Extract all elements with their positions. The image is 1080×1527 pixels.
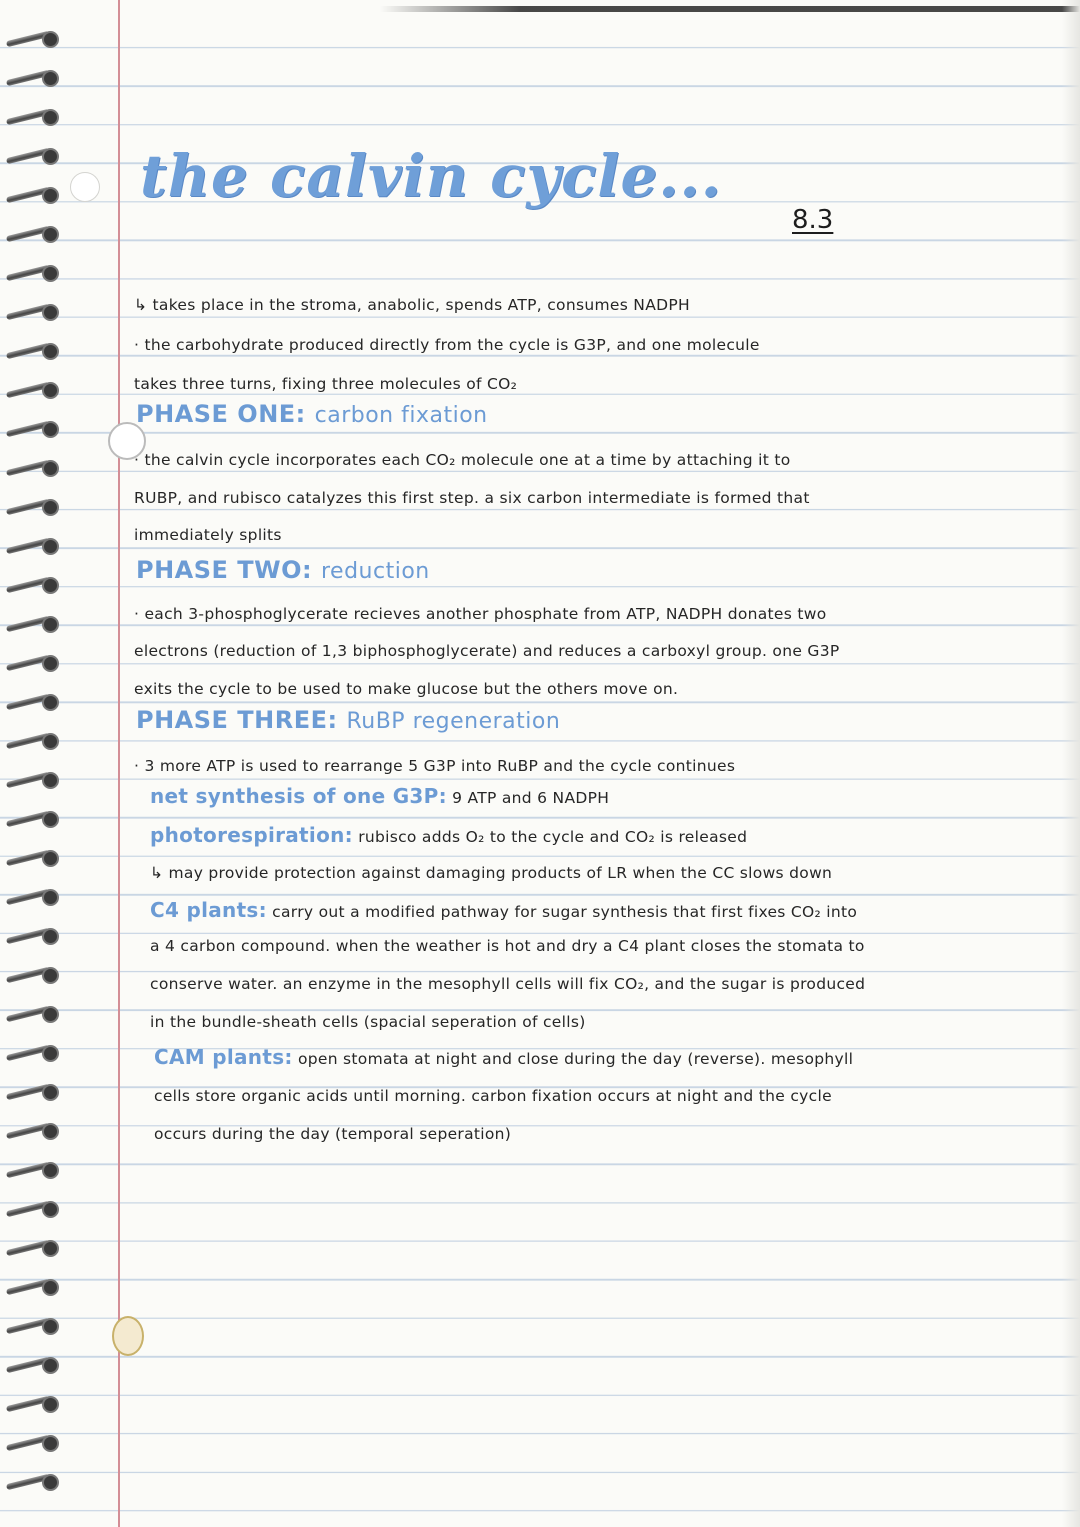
note-line: · the carbohydrate produced directly from the cycle is G3P, and one molecule: [134, 336, 760, 354]
spiral-ring: [4, 925, 64, 947]
note-line: RUBP, and rubisco catalyzes this first step. a six carbon intermediate is formed that: [134, 489, 810, 507]
spiral-ring: [4, 340, 64, 362]
punch-hole-mark: [112, 1316, 144, 1356]
note-line: exits the cycle to be used to make glucose but the others move on.: [134, 680, 679, 698]
page-top-shadow: [380, 6, 1080, 12]
net-synthesis-line: [150, 784, 609, 808]
spiral-ring: [4, 613, 64, 635]
spiral-ring: [4, 301, 64, 323]
spiral-ring: [4, 1393, 64, 1415]
spiral-ring: [4, 1315, 64, 1337]
spiral-ring: [4, 379, 64, 401]
spiral-ring: [4, 1432, 64, 1454]
note-line: immediately splits: [134, 526, 282, 544]
spiral-ring: [4, 808, 64, 830]
spiral-ring: [4, 457, 64, 479]
phase-one-title: PHASE ONE:: [136, 400, 306, 428]
spiral-ring: [4, 730, 64, 752]
page-right-edge: [1062, 0, 1080, 1527]
spiral-ring: [4, 847, 64, 869]
phase-three-title: PHASE THREE:: [136, 706, 338, 734]
phase-two-subtitle: reduction: [321, 559, 430, 584]
net-synthesis-label: net synthesis of one G3P:: [150, 784, 447, 808]
photorespiration-label: photorespiration:: [150, 823, 353, 847]
note-line: ↳ takes place in the stroma, anabolic, spends ATP, consumes NADPH: [134, 296, 690, 314]
spiral-ring: [4, 1237, 64, 1259]
note-line: in the bundle-sheath cells (spacial seperation of cells): [150, 1013, 586, 1031]
photorespiration-line: [150, 823, 747, 847]
c4-plants-line: [150, 898, 857, 922]
spiral-ring: [4, 418, 64, 440]
c4-plants-label: C4 plants:: [150, 898, 267, 922]
spiral-ring: [4, 145, 64, 167]
spiral-ring: [4, 964, 64, 986]
spiral-ring: [4, 1354, 64, 1376]
phase-two-title: PHASE TWO:: [136, 556, 313, 584]
note-line: cells store organic acids until morning. carbon fixation occurs at night and the cycle: [154, 1087, 832, 1105]
spiral-ring: [4, 223, 64, 245]
cam-plants-label: CAM plants:: [154, 1045, 293, 1069]
spiral-ring: [4, 574, 64, 596]
spiral-ring: [4, 652, 64, 674]
spiral-ring: [4, 769, 64, 791]
cam-plants-line: [154, 1045, 853, 1069]
page-title: the calvin cycle...: [140, 142, 722, 210]
spiral-binding: [0, 0, 80, 1527]
title-bullet: [70, 172, 100, 202]
spiral-ring: [4, 28, 64, 50]
spiral-ring: [4, 1003, 64, 1025]
note-line: conserve water. an enzyme in the mesophyll cells will fix CO₂, and the sugar is produced: [150, 975, 866, 993]
note-line: · 3 more ATP is used to rearrange 5 G3P into RuBP and the cycle continues: [134, 757, 736, 775]
c4-plants-text: carry out a modified pathway for sugar synthesis that first fixes CO₂ into: [272, 903, 858, 921]
cam-plants-text: open stomata at night and close during the day (reverse). mesophyll: [297, 1050, 854, 1068]
net-synthesis-text: 9 ATP and 6 NADPH: [452, 789, 610, 807]
spiral-ring: [4, 691, 64, 713]
phase-one-heading: [136, 400, 488, 428]
photorespiration-text: rubisco adds O₂ to the cycle and CO₂ is released: [358, 828, 748, 846]
spiral-ring: [4, 1276, 64, 1298]
spiral-ring: [4, 886, 64, 908]
spiral-ring: [4, 1198, 64, 1220]
section-number: 8.3: [792, 205, 834, 235]
note-line: ↳ may provide protection against damaging products of LR when the CC slows down: [150, 864, 833, 882]
spiral-ring: [4, 1042, 64, 1064]
note-line: electrons (reduction of 1,3 biphosphoglycerate) and reduces a carboxyl group. one G3P: [134, 642, 840, 660]
phase-three-heading: [136, 706, 560, 734]
note-line: · each 3-phosphoglycerate recieves another phosphate from ATP, NADPH donates two: [134, 605, 827, 623]
note-line: occurs during the day (temporal seperation): [154, 1125, 512, 1143]
phase-one-subtitle: carbon fixation: [314, 403, 488, 428]
spiral-ring: [4, 1081, 64, 1103]
note-line: a 4 carbon compound. when the weather is hot and dry a C4 plant closes the stomata to: [150, 937, 865, 955]
spiral-ring: [4, 496, 64, 518]
spiral-ring: [4, 1159, 64, 1181]
spiral-ring: [4, 535, 64, 557]
margin-line: [118, 0, 120, 1527]
spiral-ring: [4, 67, 64, 89]
phase-two-heading: [136, 556, 430, 584]
phase-three-subtitle: RuBP regeneration: [346, 709, 561, 734]
spiral-ring: [4, 1120, 64, 1142]
note-line: takes three turns, fixing three molecules of CO₂: [134, 375, 518, 393]
spiral-ring: [4, 262, 64, 284]
note-line: · the calvin cycle incorporates each CO₂ molecule one at a time by attaching it to: [134, 451, 791, 469]
spiral-ring: [4, 1471, 64, 1493]
spiral-ring: [4, 184, 64, 206]
spiral-ring: [4, 106, 64, 128]
